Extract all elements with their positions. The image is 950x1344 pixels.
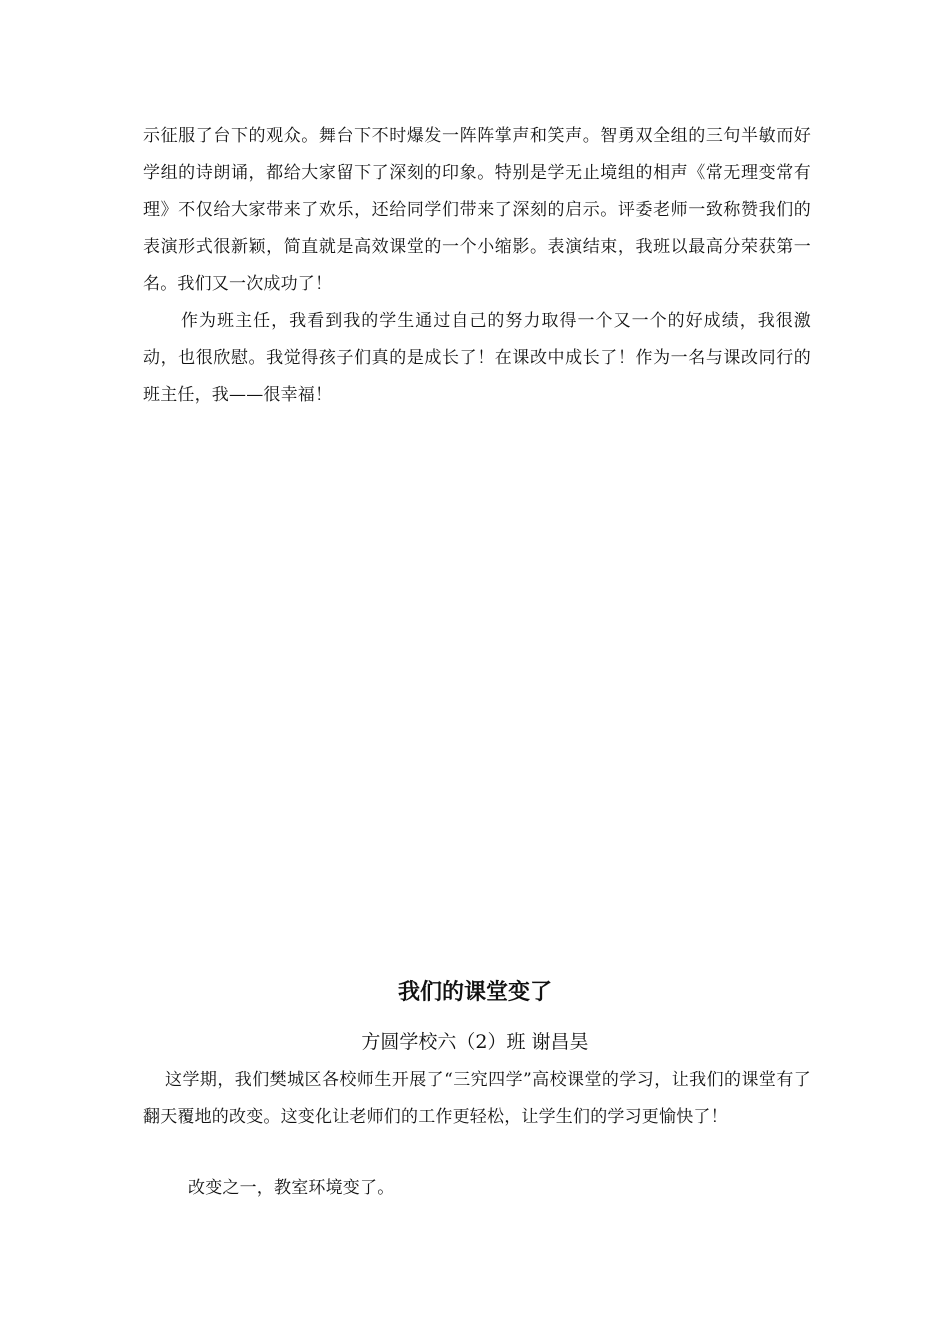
continuation-paragraph-1: 示征服了台下的观众。舞台下不时爆发一阵阵掌声和笑声。智勇双全组的三句半敏而好学组的诗朗诵，都给大家留下了深刻的印象。特别是学无止境组的相声《常无理变常有理》不仅给大家带来了欢乐，还给同学们带来了深刻的启示。评委老师一致称赞我们的表演形式很新颖，简直就是高效课堂的一个小缩影。表演结束，我班以最高分荣获第一名。我们又一次成功了！ [143, 126, 811, 294]
article-paragraph-1: 这学期，我们樊城区各校师生开展了“三究四学”高校课堂的学习，让我们的课堂有了翻天覆地的改变。这变化让老师们的工作更轻松，让学生们的学习更愉快了！ [143, 1070, 811, 1127]
article-title: 我们的课堂变了 [397, 980, 552, 1005]
article-byline: 方圆学校六（2）班 谢昌昊 [361, 1031, 589, 1053]
article-paragraph-2: 改变之一，教室环境变了。 [188, 1178, 395, 1198]
continuation-paragraph-2: 作为班主任，我看到我的学生通过自己的努力取得一个又一个的好成绩，我很激动，也很欣慰。我觉得孩子们真的是成长了！在课改中成长了！作为一名与课改同行的班主任，我——很幸福！ [143, 311, 811, 405]
